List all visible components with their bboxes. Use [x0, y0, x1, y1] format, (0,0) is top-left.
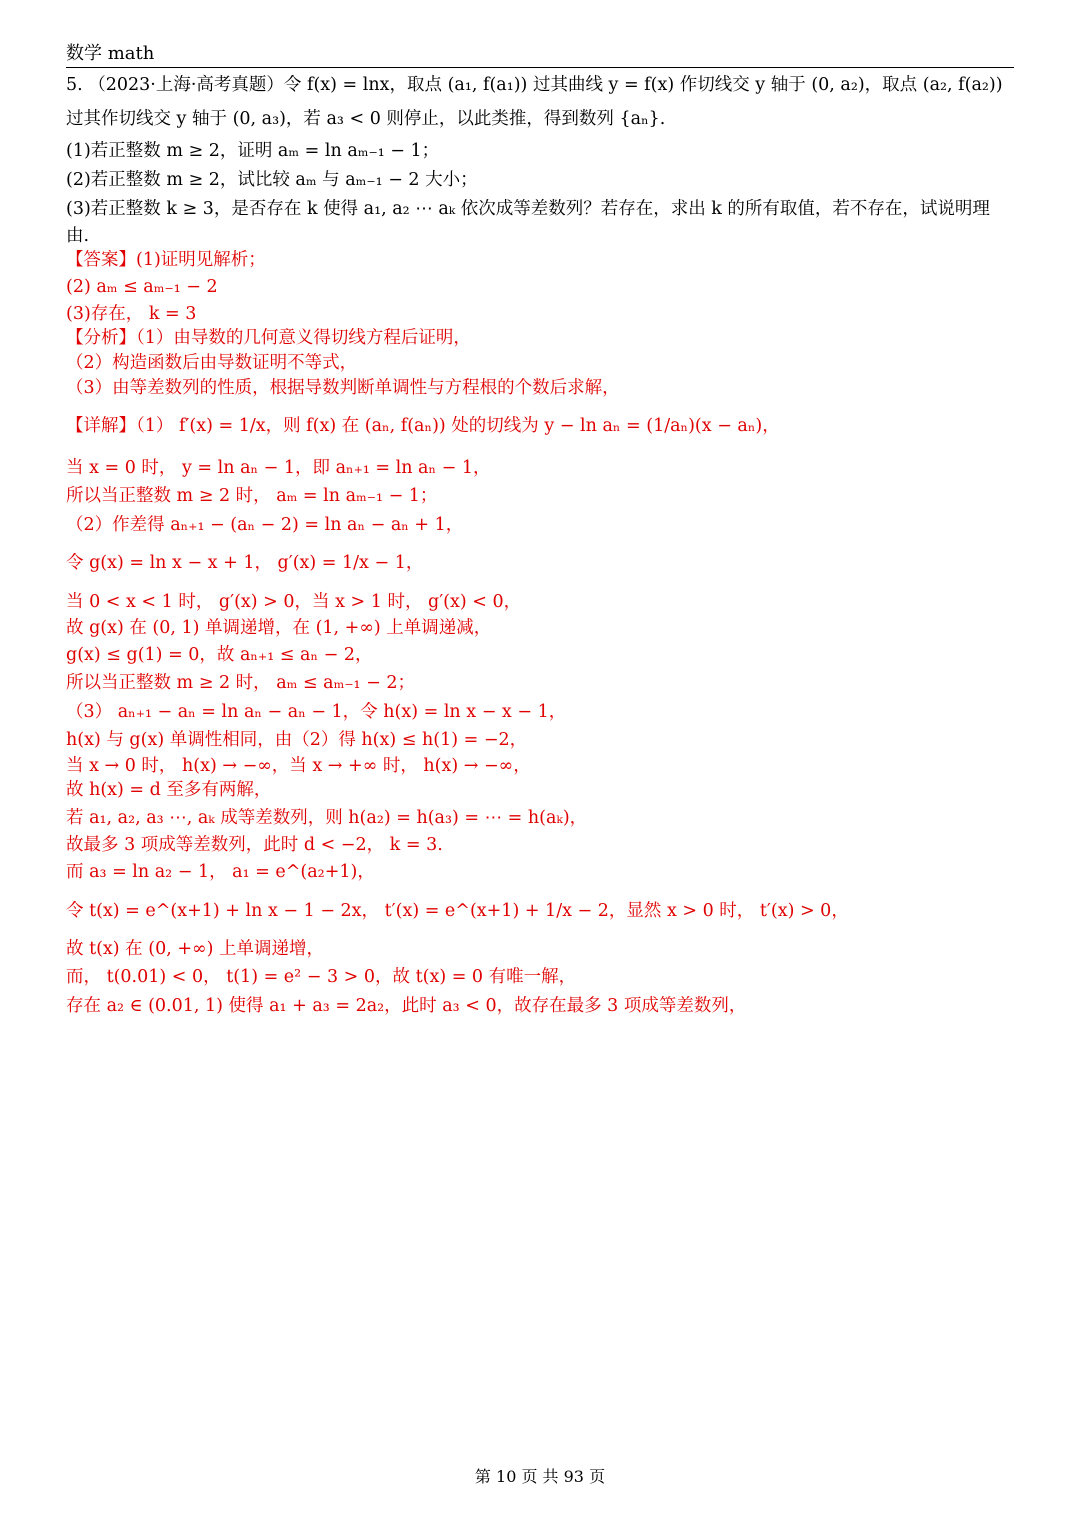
text-line: （2）作差得 aₙ₊₁ − (aₙ − 2) = ln aₙ − aₙ + 1， — [66, 515, 464, 535]
text-line: 故 t(x) 在 (0, +∞) 上单调递增， — [66, 939, 324, 959]
text-line: g(x) ≤ g(1) = 0，故 aₙ₊₁ ≤ aₙ − 2， — [66, 645, 373, 665]
text-line: 存在 a₂ ∈ (0.01, 1) 使得 a₁ + a₃ = 2a₂，此时 a₃ < 0，故存在最多 3 项成等差数列， — [66, 996, 747, 1016]
text-line: 而， t(0.01) < 0， t(1) = e² − 3 > 0，故 t(x) = 0 有唯一解， — [66, 967, 577, 987]
text-line: 所以当正整数 m ≥ 2 时， aₘ = ln aₘ₋₁ − 1； — [66, 486, 438, 506]
text-line: 令 g(x) = ln x − x + 1， g′(x) = 1/x − 1， — [66, 553, 424, 573]
text-line: (1)若正整数 m ≥ 2，证明 aₘ = ln aₘ₋₁ − 1； — [66, 141, 440, 161]
text-line: (3)若正整数 k ≥ 3，是否存在 k 使得 a₁, a₂ ⋯ aₖ 依次成等差数列？若存在，求出 k 的所有取值，若不存在，试说明理 — [66, 199, 990, 219]
text-line: 当 x → 0 时， h(x) → −∞，当 x → +∞ 时， h(x) → −∞， — [66, 756, 531, 776]
text-line: 由. — [66, 226, 90, 246]
text-line: 过其作切线交 y 轴于 (0, a₃)，若 a₃ < 0 则停止，以此类推，得到数列 {aₙ}. — [66, 109, 666, 129]
text-line: （2）构造函数后由导数证明不等式， — [66, 353, 358, 373]
text-line: （3）由等差数列的性质，根据导数判断单调性与方程根的个数后求解， — [66, 378, 620, 398]
page-footer: 第 10 页 共 93 页 — [474, 1467, 606, 1486]
text-line: 而 a₃ = ln a₂ − 1， a₁ = e^(a₂+1)， — [66, 862, 375, 882]
text-line: 若 a₁, a₂, a₃ ⋯, aₖ 成等差数列，则 h(a₂) = h(a₃) = ⋯ = h(aₖ)， — [66, 808, 588, 828]
text-line: 5. （2023·上海·高考真题）令 f(x) = lnx，取点 (a₁, f(a₁)) 过其曲线 y = f(x) 作切线交 y 轴于 (0, a₂)，取点 (a₂, f(a₂)) — [66, 75, 1003, 95]
text-line: 所以当正整数 m ≥ 2 时， aₘ ≤ aₘ₋₁ − 2； — [66, 673, 415, 693]
text-line: (2)若正整数 m ≥ 2，试比较 aₘ 与 aₘ₋₁ − 2 大小； — [66, 170, 478, 190]
text-line: 【分析】（1）由导数的几何意义得切线方程后证明， — [66, 328, 471, 348]
page-header: 数学 math — [66, 43, 1014, 68]
text-line: 令 t(x) = e^(x+1) + ln x − 1 − 2x， t′(x) = e^(x+1) + 1/x − 2，显然 x > 0 时， t′(x) > 0， — [66, 901, 849, 921]
text-line: h(x) 与 g(x) 单调性相同，由（2）得 h(x) ≤ h(1) = −2， — [66, 730, 528, 750]
text-line: 【答案】(1)证明见解析； — [66, 250, 266, 270]
text-line: 当 0 < x < 1 时， g′(x) > 0，当 x > 1 时， g′(x) < 0， — [66, 592, 522, 612]
text-line: 【详解】（1） f′(x) = 1/x，则 f(x) 在 (aₙ, f(aₙ)) 处的切线为 y − ln aₙ = (1/aₙ)(x − aₙ)， — [66, 416, 780, 436]
text-line: 故 g(x) 在 (0, 1) 单调递增，在 (1, +∞) 上单调递减， — [66, 618, 492, 638]
text-line: 故 h(x) = d 至多有两解， — [66, 780, 272, 800]
text-line: 故最多 3 项成等差数列，此时 d < −2， k = 3. — [66, 835, 443, 855]
text-line: （3） aₙ₊₁ − aₙ = ln aₙ − aₙ − 1，令 h(x) = ln x − x − 1， — [66, 702, 567, 722]
text-line: (2) aₘ ≤ aₘ₋₁ − 2 — [66, 277, 218, 297]
text-line: (3)存在， k = 3 — [66, 304, 197, 324]
text-line: 当 x = 0 时， y = ln aₙ − 1，即 aₙ₊₁ = ln aₙ − 1， — [66, 458, 491, 478]
